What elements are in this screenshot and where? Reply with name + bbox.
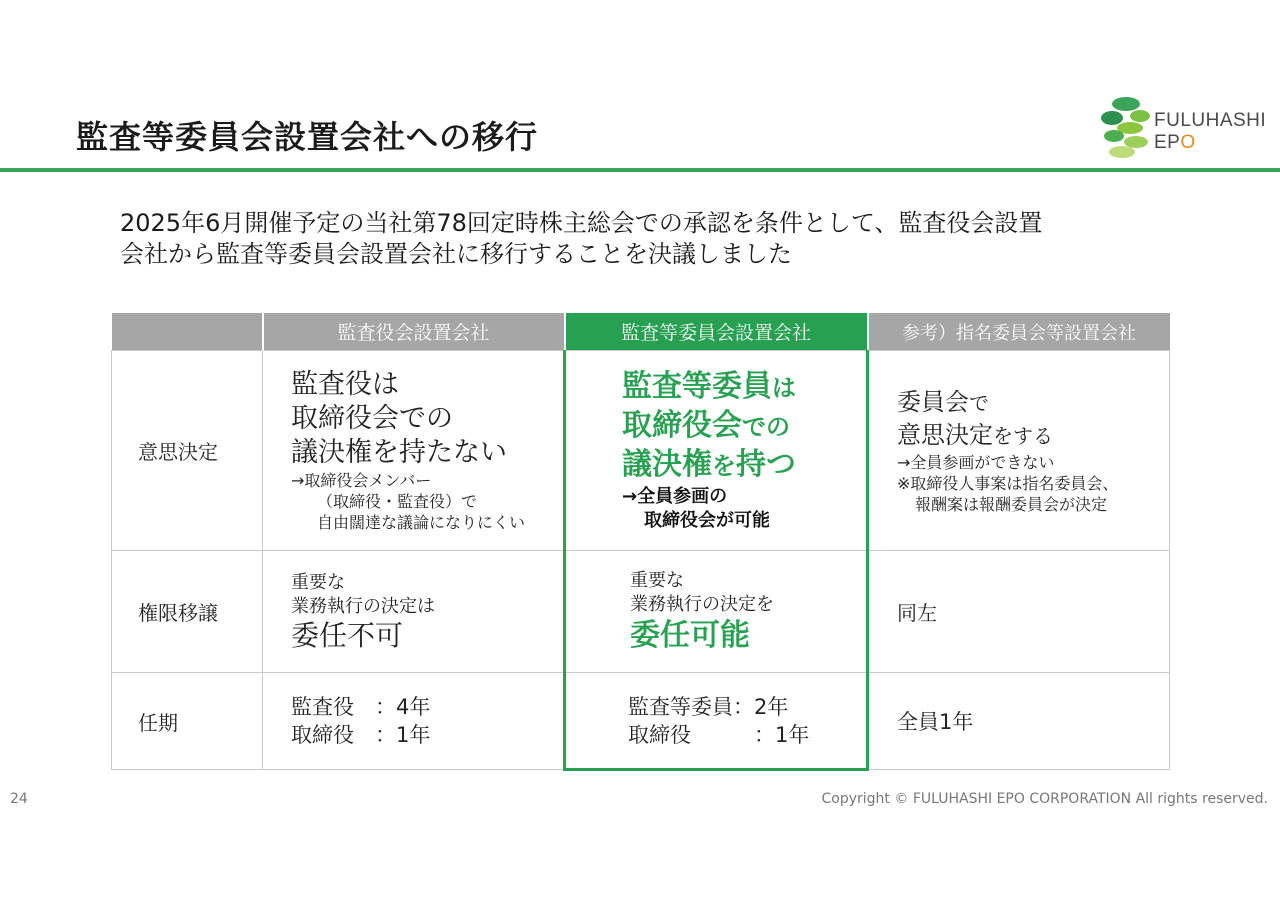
text: 委員会 [897, 388, 969, 416]
text: 議決権 [622, 447, 712, 482]
text: で [969, 391, 989, 415]
intro-line2: 会社から監査等委員会設置会社に移行することを決議しました [120, 240, 792, 268]
text: →全員参画の [622, 486, 728, 507]
row-label-term: 任期 [112, 673, 263, 770]
cell-term-audit-board [263, 673, 565, 770]
logo-mark-icon [1098, 96, 1154, 162]
table-row-delegation [112, 551, 1170, 673]
cell-decision-nominating-committee [868, 351, 1170, 551]
page-number: 24 [10, 791, 28, 807]
title-divider [0, 168, 1280, 172]
cell-term-audit-committee [565, 673, 868, 770]
text: ※取締役人事案は指名委員会、 [897, 474, 1119, 493]
cell-decision-audit-board [263, 351, 565, 551]
text: をする [993, 424, 1053, 448]
header-blank [112, 313, 263, 351]
text: 取締役会が可能 [644, 510, 770, 531]
cell-term-nominating-committee: 全員1年 [868, 673, 1170, 770]
text: 業務執行の決定は [291, 595, 435, 617]
text: 自由闊達な議論になりにくい [317, 513, 526, 532]
intro-text [120, 208, 1180, 270]
cell-delegation-audit-committee [565, 551, 868, 673]
text: 取締役 ：1年 [291, 723, 431, 747]
text: は [772, 374, 796, 402]
text: 持つ [736, 447, 796, 482]
text: での [742, 413, 790, 441]
header-audit-committee: 監査等委員会設置会社 [565, 313, 868, 351]
text: 重要な [630, 569, 684, 591]
text: 報酬案は報酬委員会が決定 [915, 495, 1108, 514]
text: 監査役は [291, 369, 399, 400]
row-label-decision: 意思決定 [112, 351, 263, 551]
logo-line1: FULUHASHI [1154, 110, 1267, 131]
cell-delegation-audit-board [263, 551, 565, 673]
logo-line2a: EP [1154, 132, 1181, 153]
table-row-term [112, 673, 1170, 770]
logo-wordmark [1154, 110, 1266, 154]
text: を [712, 452, 736, 480]
text: 監査役 ：4年 [291, 695, 431, 719]
copyright-notice: Copyright © FULUHASHI EPO CORPORATION All rights reserved. [821, 791, 1268, 807]
text: →全員参画ができない [897, 453, 1055, 472]
text: 意思決定 [897, 421, 993, 449]
table-row-decision [112, 351, 1170, 551]
text: （取締役・監査役）で [317, 492, 478, 511]
table-header-row [112, 313, 1170, 351]
cell-decision-audit-committee [565, 351, 868, 551]
comparison-table [111, 313, 1170, 771]
text: 取締役会 [622, 408, 742, 443]
page-title: 監査等委員会設置会社への移行 [76, 118, 539, 156]
text: 議決権を持たない [291, 437, 507, 468]
text: 取締役会での [291, 403, 453, 434]
header-nominating-committee: 参考）指名委員会等設置会社 [868, 313, 1170, 351]
text: 重要な [291, 571, 345, 593]
text: 監査等委員 [622, 369, 772, 404]
text: →取締役会メンバー [291, 471, 432, 490]
text: 業務執行の決定を [630, 593, 774, 615]
company-logo [1098, 96, 1268, 162]
intro-line1: 2025年6月開催予定の当社第78回定時株主総会での承認を条件として、監査役会設置 [120, 209, 1043, 237]
row-label-delegation: 権限移譲 [112, 551, 263, 673]
text: 委任可能 [630, 617, 750, 653]
header-audit-board: 監査役会設置会社 [263, 313, 565, 351]
text: 委任不可 [291, 618, 404, 652]
cell-delegation-nominating-committee: 同左 [868, 551, 1170, 673]
logo-line2b: O [1180, 132, 1196, 153]
text: 取締役 ：1年 [628, 722, 810, 747]
text: 監査等委員：2年 [628, 694, 789, 719]
